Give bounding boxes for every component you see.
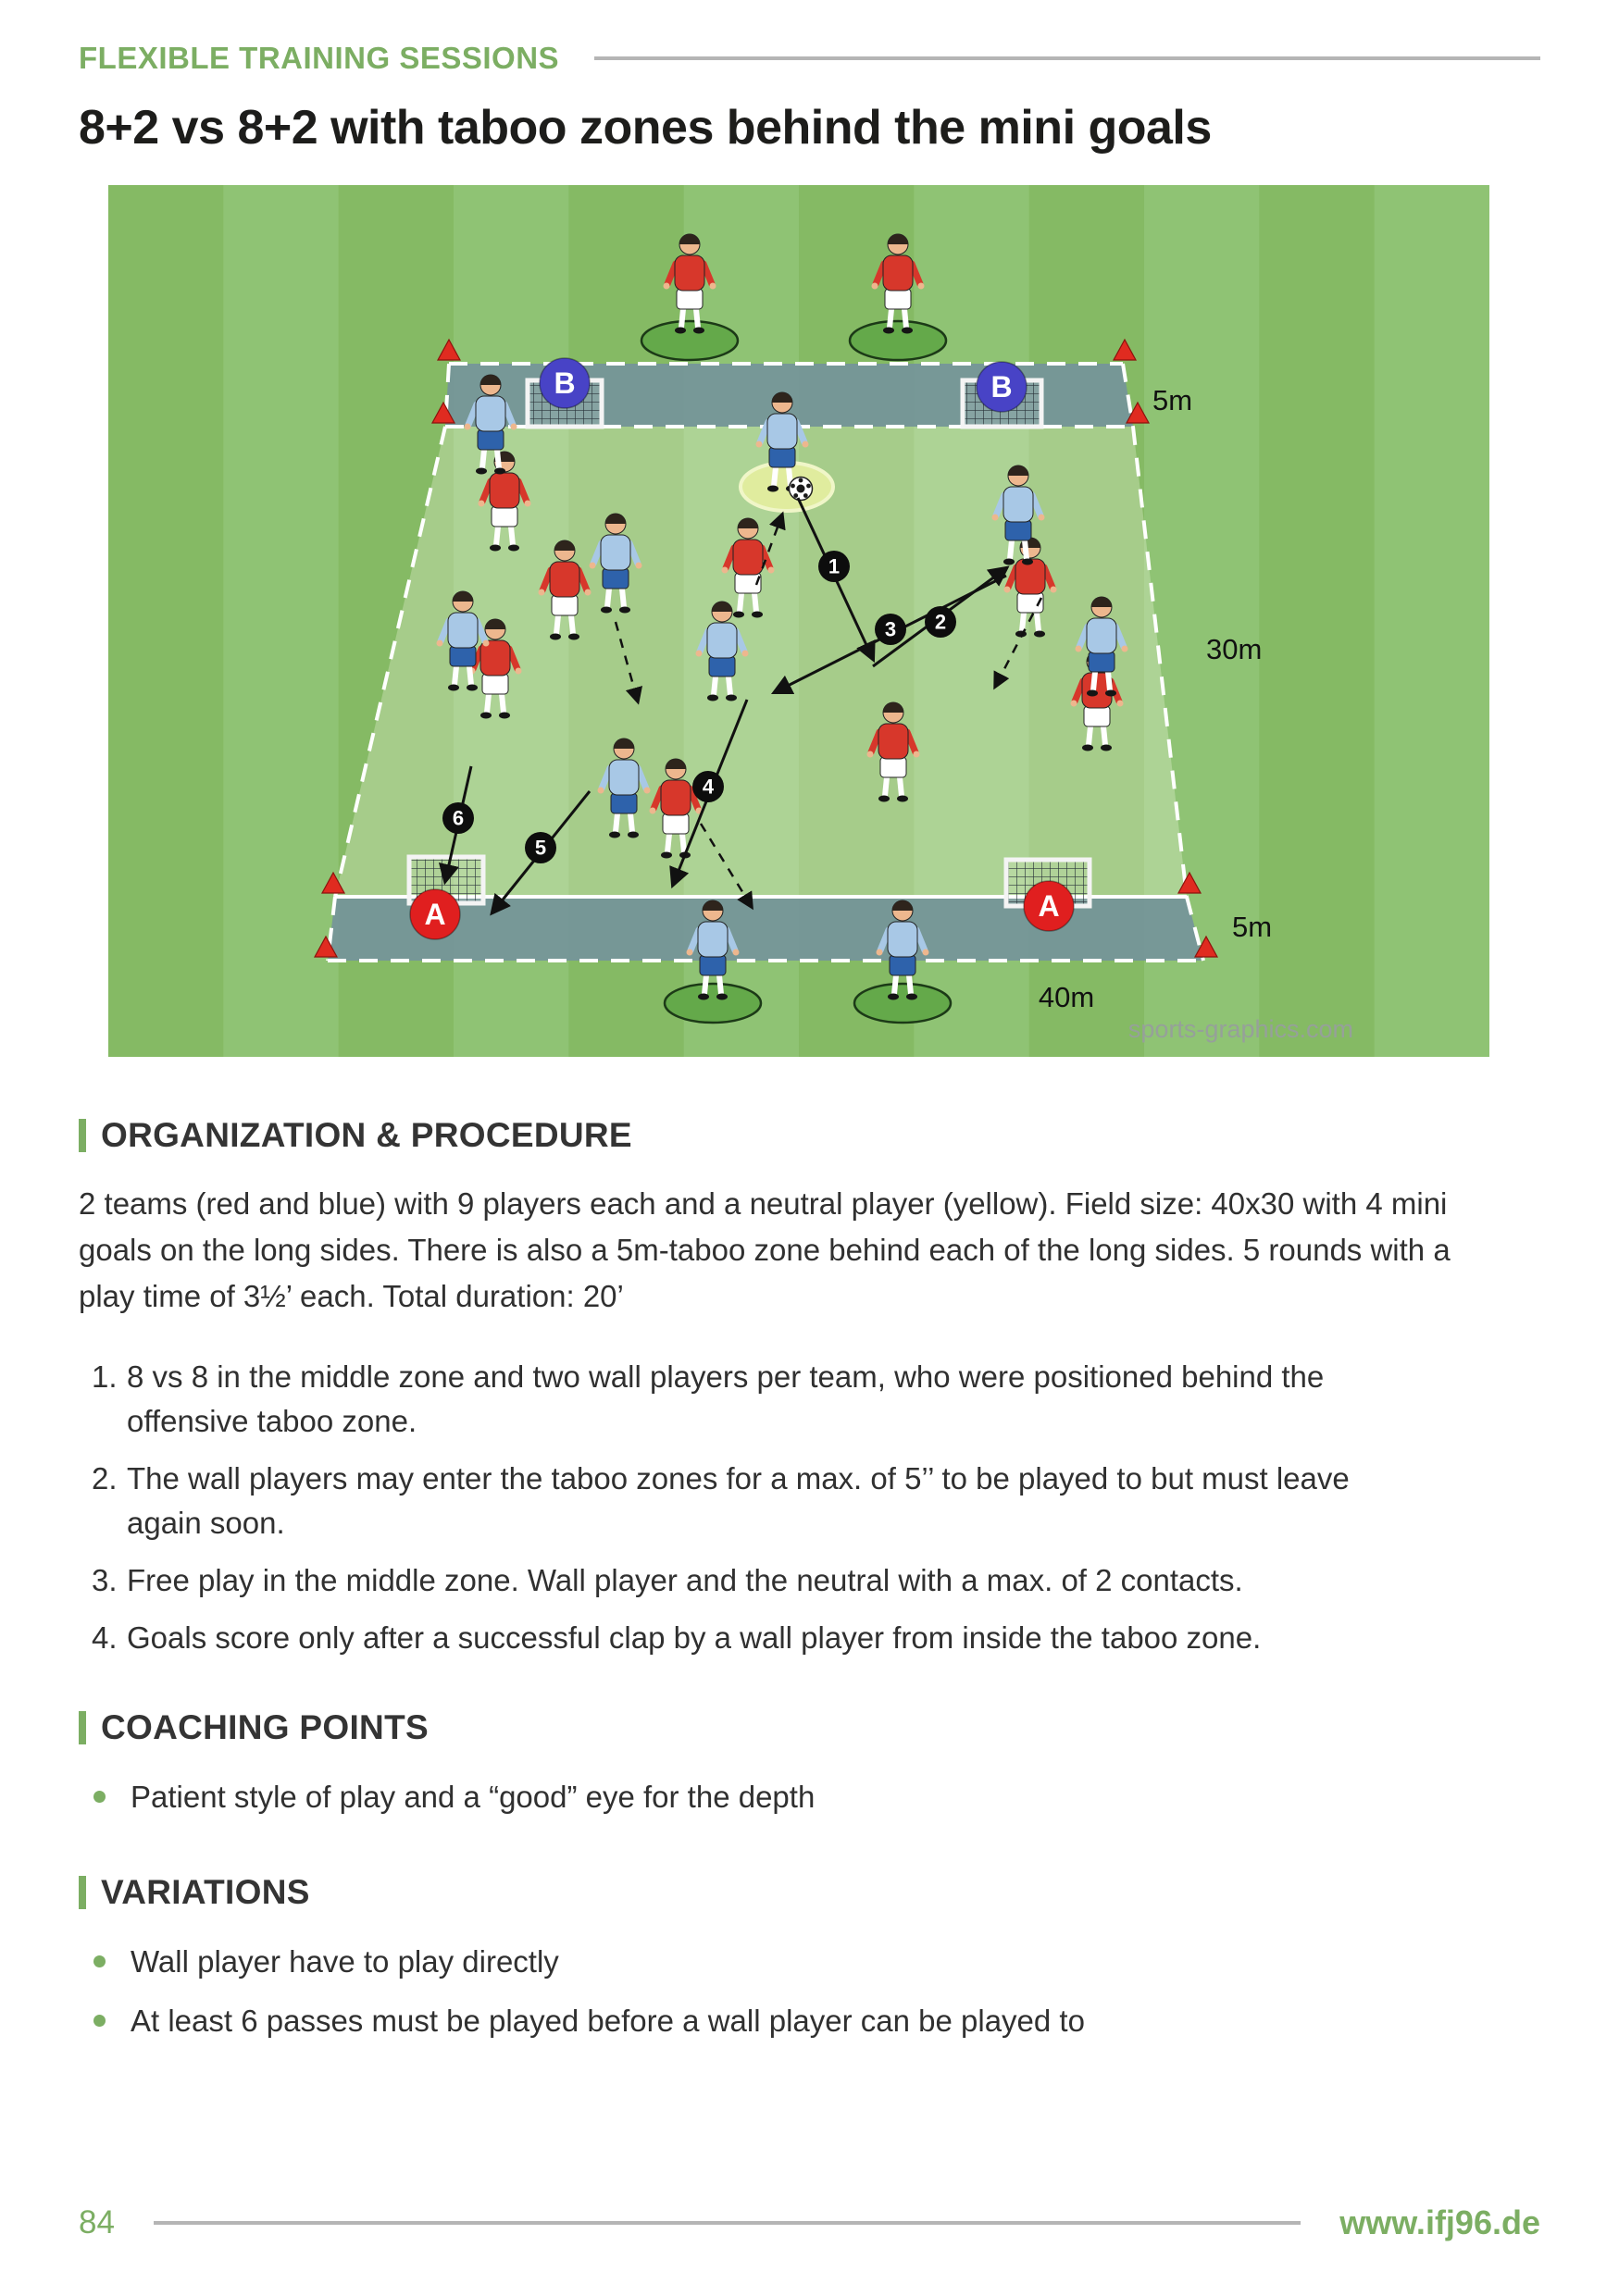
player-leg xyxy=(1022,613,1024,631)
list-number: 2. xyxy=(92,1461,118,1496)
player-hand xyxy=(756,441,763,448)
bullet-dot-icon xyxy=(93,2015,106,2027)
procedure-item xyxy=(79,1355,1393,1444)
ball-panel xyxy=(799,478,803,483)
player-hand xyxy=(644,788,651,794)
measurement-label: 5m xyxy=(1152,384,1193,416)
pitch-svg xyxy=(108,185,1489,1057)
player-hand xyxy=(696,651,703,657)
player-hand xyxy=(918,283,925,290)
player-leg xyxy=(681,309,683,328)
variations-bullets xyxy=(79,1940,1540,2043)
player-leg xyxy=(469,666,471,685)
footer-rule xyxy=(154,2221,1301,2225)
bullet-item xyxy=(79,1999,1375,2043)
player-shoe xyxy=(888,994,899,1000)
player-leg xyxy=(497,450,499,468)
player-hand xyxy=(687,949,693,956)
player-leg xyxy=(1025,540,1027,559)
player-shoe xyxy=(601,607,612,614)
measurement-label: 5m xyxy=(1232,911,1273,943)
player-hand xyxy=(867,751,874,758)
player-shorts xyxy=(482,674,508,694)
player-leg xyxy=(482,450,484,468)
website-url: www.ifj96.de xyxy=(1339,2203,1540,2241)
coaching-heading: COACHING POINTS xyxy=(101,1708,429,1746)
bullet-dot-icon xyxy=(93,1955,106,1967)
coaching-heading-row xyxy=(79,1708,1540,1747)
player-leg xyxy=(904,309,906,328)
section-organization xyxy=(79,1116,1540,1660)
player-hand xyxy=(516,668,522,675)
player-shoe xyxy=(1087,690,1098,697)
player-leg xyxy=(622,589,624,607)
player-shorts xyxy=(1084,706,1110,726)
pass-number: 6 xyxy=(452,806,465,830)
player-shoe xyxy=(767,486,778,492)
player-hand xyxy=(742,651,749,657)
player-shorts xyxy=(492,506,517,527)
green-accent-bar xyxy=(79,1876,86,1909)
measurement-label: 40m xyxy=(1038,981,1095,1013)
page-header xyxy=(79,41,1540,76)
marker-letter: A xyxy=(424,898,446,931)
player-shoe xyxy=(568,634,579,640)
goal-marker-a xyxy=(410,889,460,939)
player-leg xyxy=(714,676,716,695)
procedure-list xyxy=(79,1355,1393,1660)
player-leg xyxy=(496,527,498,545)
player-shirt xyxy=(550,562,579,597)
player-leg xyxy=(630,813,632,832)
player-shorts xyxy=(769,447,795,467)
player-leg xyxy=(1108,672,1110,690)
player-hand xyxy=(1122,646,1128,652)
pass-number: 1 xyxy=(828,554,841,578)
player-hand xyxy=(539,590,545,596)
player-shoe xyxy=(1101,745,1112,751)
player-shoe xyxy=(1034,631,1045,638)
player-hand xyxy=(1071,701,1077,707)
player-shoe xyxy=(693,328,704,334)
player-shoe xyxy=(897,796,908,802)
player-hand xyxy=(585,590,592,596)
bullet-item xyxy=(79,1775,1375,1819)
player-shoe xyxy=(628,832,639,838)
player-leg xyxy=(719,975,721,994)
player-shirt xyxy=(490,473,519,508)
list-text: 8 vs 8 in the middle zone and two wall players per team, who were positioned behind the offensive taboo zone. xyxy=(127,1359,1325,1438)
player-shirt xyxy=(707,623,737,658)
player-shorts xyxy=(709,656,735,676)
player-hand xyxy=(483,640,490,647)
chapter-eyebrow: FLEXIBLE TRAINING SESSIONS xyxy=(79,41,560,75)
player-shorts xyxy=(885,289,911,309)
player-leg xyxy=(704,975,706,994)
player-shoe xyxy=(698,994,709,1000)
player-shoe xyxy=(733,612,744,618)
player-shoe xyxy=(726,695,737,701)
player-hand xyxy=(1076,646,1082,652)
page-number: 84 xyxy=(79,2204,115,2240)
player-leg xyxy=(729,676,730,695)
ball-panel xyxy=(793,493,798,498)
player-leg xyxy=(502,694,504,713)
player-shoe xyxy=(476,468,487,475)
player-shoe xyxy=(883,328,894,334)
player-shorts xyxy=(478,429,504,450)
goal-marker-b xyxy=(540,358,590,408)
green-accent-bar xyxy=(79,1711,86,1744)
player-shorts xyxy=(663,813,689,834)
training-diagram xyxy=(108,185,1489,1057)
player-leg xyxy=(894,975,896,994)
player-shorts xyxy=(700,955,726,975)
player-leg xyxy=(511,527,513,545)
player-leg xyxy=(900,777,902,796)
wall-player-ellipse xyxy=(854,984,951,1023)
player-leg xyxy=(1089,726,1090,745)
pass-number-badge xyxy=(692,771,724,802)
player-shoe xyxy=(448,685,459,691)
page-title: 8+2 vs 8+2 with taboo zones behind the mini goals xyxy=(79,101,1212,155)
grass-stripe xyxy=(108,185,224,1057)
player-shirt xyxy=(661,780,691,815)
player-hand xyxy=(923,949,929,956)
player-hand xyxy=(803,441,809,448)
pass-number-badge xyxy=(525,832,556,863)
player-shorts xyxy=(450,646,476,666)
ball-panel xyxy=(791,484,795,489)
player-hand xyxy=(992,515,999,521)
list-text: Goals score only after a successful clap by a wall player from inside the taboo zone. xyxy=(127,1620,1262,1655)
player-shirt xyxy=(767,414,797,449)
variations-heading-row xyxy=(79,1873,1540,1912)
player-hand xyxy=(768,567,775,574)
player-hand xyxy=(650,808,656,814)
player-shorts xyxy=(880,757,906,777)
player-shorts xyxy=(1089,652,1115,672)
organization-paragraph: 2 teams (red and blue) with 9 players each and a neutral player (yellow). Field size: 40x30 with 4 mini goals on the long sides. There is also a 5m-taboo zone behind each of the long sides. 5 rounds with a play time of 3½’ each. Total duration: 20’ xyxy=(79,1186,1451,1313)
player-leg xyxy=(754,593,756,612)
player-leg xyxy=(455,666,456,685)
player-leg xyxy=(1103,726,1105,745)
player-leg xyxy=(682,834,684,852)
player-leg xyxy=(556,615,558,634)
player-shoe xyxy=(467,685,478,691)
player-leg xyxy=(1093,672,1095,690)
player-hand xyxy=(511,424,517,430)
player-hand xyxy=(590,563,596,569)
player-leg xyxy=(740,593,741,612)
player-shorts xyxy=(611,793,637,813)
pass-number-badge xyxy=(925,606,956,638)
player-shoe xyxy=(609,832,620,838)
player-hand xyxy=(914,751,920,758)
player-hand xyxy=(1117,701,1124,707)
player-shirt xyxy=(698,922,728,957)
player-leg xyxy=(774,467,776,486)
player-hand xyxy=(872,283,878,290)
procedure-item xyxy=(79,1558,1393,1603)
bullet-text: At least 6 passes must be played before a wall player can be played to xyxy=(131,2004,1085,2038)
player-leg xyxy=(1010,540,1012,559)
player-hand xyxy=(465,424,471,430)
player-shoe xyxy=(550,634,561,640)
wall-player-ellipse xyxy=(665,984,761,1023)
player-hand xyxy=(733,949,740,956)
player-hand xyxy=(1039,515,1045,521)
player-hand xyxy=(636,563,642,569)
player-leg xyxy=(607,589,609,607)
wall-player-ellipse xyxy=(641,321,738,360)
player-shoe xyxy=(878,796,890,802)
player-shoe xyxy=(1022,559,1033,565)
coaching-bullets xyxy=(79,1775,1540,1819)
player-shirt xyxy=(883,255,913,291)
list-number: 3. xyxy=(92,1563,118,1597)
ball-panel xyxy=(803,493,808,498)
marker-letter: A xyxy=(1038,889,1060,923)
player-leg xyxy=(696,309,698,328)
player-shirt xyxy=(1087,618,1116,653)
section-coaching-points xyxy=(79,1708,1540,1819)
watermark-text: sports-graphics.com xyxy=(1127,1015,1353,1043)
player-hand xyxy=(598,788,604,794)
pass-number: 4 xyxy=(702,775,715,799)
player-hand xyxy=(877,949,883,956)
player-shoe xyxy=(716,994,728,1000)
bullet-text: Patient style of play and a “good” eye for the depth xyxy=(131,1780,816,1814)
ball-panel xyxy=(797,485,805,493)
pass-number-badge xyxy=(875,614,906,645)
player-shoe xyxy=(1003,559,1015,565)
player-shoe xyxy=(490,545,501,552)
player-shirt xyxy=(733,540,763,575)
player-leg xyxy=(616,813,617,832)
player-shoe xyxy=(902,328,913,334)
soccer-ball-icon xyxy=(790,478,813,501)
bullet-item xyxy=(79,1940,1375,1984)
player-shorts xyxy=(677,289,703,309)
player-shoe xyxy=(707,695,718,701)
player-shirt xyxy=(601,535,630,570)
player-shoe xyxy=(1105,690,1116,697)
player-shirt xyxy=(609,760,639,795)
player-hand xyxy=(722,567,729,574)
list-number: 4. xyxy=(92,1620,118,1655)
player-shoe xyxy=(675,328,686,334)
player-shirt xyxy=(1003,487,1033,522)
header-rule xyxy=(594,56,1540,60)
section-variations xyxy=(79,1873,1540,2043)
player-shoe xyxy=(906,994,917,1000)
player-shoe xyxy=(480,713,492,719)
bullet-text: Wall player have to play directly xyxy=(131,1944,559,1979)
player-shirt xyxy=(448,613,478,648)
player-shirt xyxy=(878,724,908,759)
goal-marker-a xyxy=(1024,881,1074,931)
player-shorts xyxy=(1005,520,1031,540)
player-leg xyxy=(890,309,891,328)
grass-stripe xyxy=(1259,185,1375,1057)
player-shoe xyxy=(661,852,672,859)
player-hand xyxy=(437,640,443,647)
player-shirt xyxy=(888,922,917,957)
player-shirt xyxy=(675,255,704,291)
green-accent-bar xyxy=(79,1119,86,1152)
player-leg xyxy=(1037,613,1039,631)
player-shorts xyxy=(890,955,915,975)
pass-number: 3 xyxy=(884,617,897,641)
wall-player-ellipse xyxy=(850,321,946,360)
player-leg xyxy=(667,834,669,852)
player-shoe xyxy=(619,607,630,614)
pass-number: 5 xyxy=(534,836,547,860)
player-leg xyxy=(487,694,489,713)
list-number: 1. xyxy=(92,1359,118,1394)
player-hand xyxy=(525,501,531,507)
player-hand xyxy=(1004,587,1011,593)
grass-stripe xyxy=(1375,185,1489,1057)
variations-heading: VARIATIONS xyxy=(101,1873,310,1911)
organization-heading: ORGANIZATION & PROCEDURE xyxy=(101,1116,632,1154)
player-hand xyxy=(664,283,670,290)
player-shorts xyxy=(552,595,578,615)
marker-letter: B xyxy=(554,366,576,400)
player-hand xyxy=(479,501,485,507)
player-shoe xyxy=(752,612,763,618)
player-shoe xyxy=(508,545,519,552)
player-leg xyxy=(885,777,887,796)
player-shorts xyxy=(603,568,629,589)
player-hand xyxy=(1051,587,1057,593)
procedure-item xyxy=(79,1457,1393,1545)
marker-letter: B xyxy=(990,370,1013,403)
player-hand xyxy=(710,283,716,290)
goal-marker-b xyxy=(977,362,1027,412)
pass-number-badge xyxy=(442,802,474,834)
player-leg xyxy=(909,975,911,994)
measurement-label: 30m xyxy=(1206,633,1263,665)
pass-number: 2 xyxy=(934,610,947,634)
pass-number-badge xyxy=(818,551,850,582)
grass-stripe xyxy=(223,185,339,1057)
list-text: Free play in the middle zone. Wall player and the neutral with a max. of 2 contacts. xyxy=(127,1563,1243,1597)
player-shoe xyxy=(494,468,505,475)
organization-heading-row xyxy=(79,1116,1540,1155)
ball-panel xyxy=(806,484,811,489)
player-shirt xyxy=(476,396,505,431)
list-text: The wall players may enter the taboo zones for a max. of 5’’ to be played to but must leave again soon. xyxy=(127,1461,1350,1540)
player-shoe xyxy=(1082,745,1093,751)
page-footer xyxy=(79,2203,1540,2242)
player-leg xyxy=(571,615,573,634)
procedure-item xyxy=(79,1616,1393,1660)
player-shoe xyxy=(499,713,510,719)
bullet-dot-icon xyxy=(93,1791,106,1803)
